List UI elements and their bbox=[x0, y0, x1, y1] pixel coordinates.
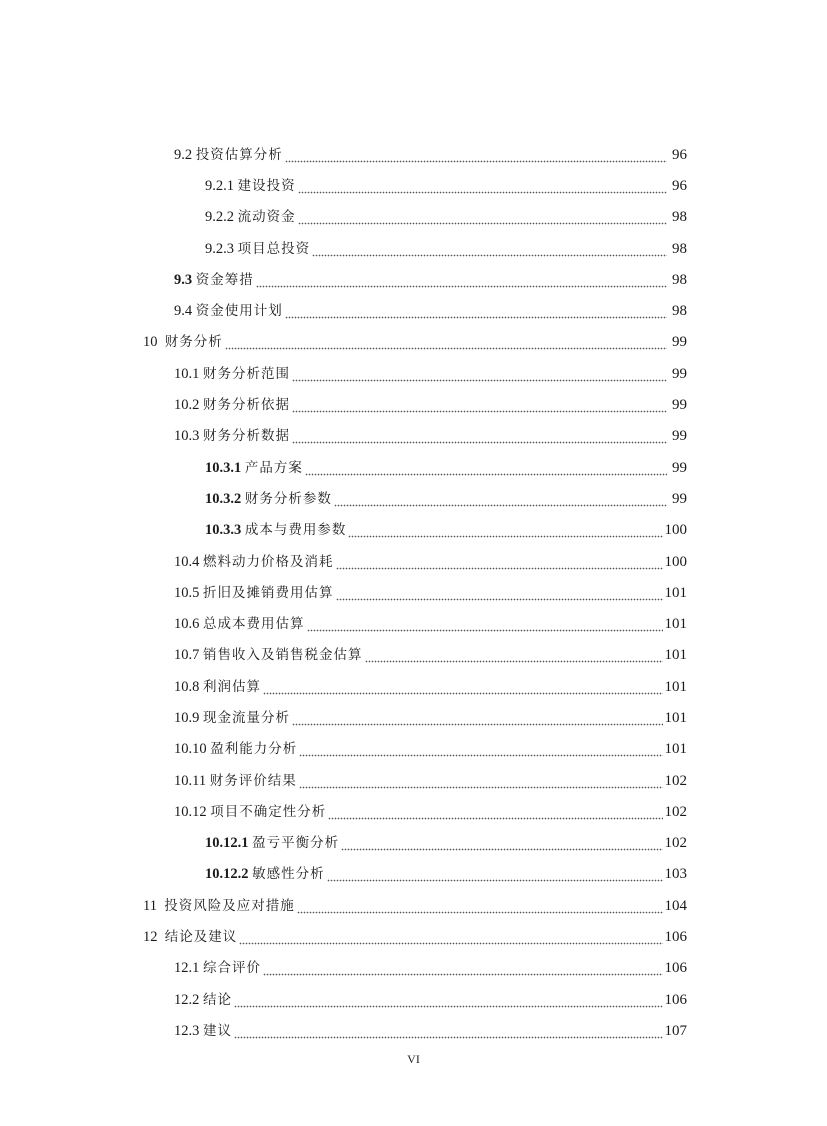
page-number-footer: VI bbox=[407, 1052, 420, 1066]
toc-entry-title: 建设投资 bbox=[237, 177, 296, 194]
table-of-contents bbox=[0, 139, 827, 1047]
dot-leader bbox=[263, 957, 663, 979]
dot-leader bbox=[297, 895, 663, 917]
toc-entry-title: 结论及建议 bbox=[164, 929, 238, 946]
toc-entry-number: 10.8 bbox=[174, 678, 203, 695]
toc-entry-title: 建议 bbox=[203, 1022, 232, 1039]
toc-entry[interactable] bbox=[0, 765, 827, 796]
toc-entry[interactable] bbox=[0, 452, 827, 483]
toc-entry-number: 11 bbox=[143, 897, 165, 914]
toc-entry[interactable] bbox=[0, 389, 827, 420]
toc-entry-title: 投资风险及应对措施 bbox=[164, 897, 295, 914]
toc-entry-title: 现金流量分析 bbox=[203, 709, 290, 726]
toc-entry-number: 9.4 bbox=[174, 303, 196, 320]
toc-entry-page: 101 bbox=[664, 616, 687, 633]
toc-entry[interactable] bbox=[0, 702, 827, 733]
toc-entry[interactable] bbox=[0, 608, 827, 639]
toc-entry-number: 12.2 bbox=[174, 991, 203, 1008]
toc-entry-page: 98 bbox=[672, 209, 687, 226]
dot-leader bbox=[225, 331, 667, 353]
toc-entry-title: 销售收入及销售税金估算 bbox=[203, 647, 363, 664]
toc-entry-page: 103 bbox=[664, 866, 687, 883]
dot-leader bbox=[327, 863, 663, 885]
toc-entry[interactable] bbox=[0, 264, 827, 295]
dot-leader bbox=[292, 363, 667, 385]
toc-entry[interactable] bbox=[0, 921, 827, 952]
dot-leader bbox=[234, 989, 663, 1011]
toc-entry-number: 10.3.2 bbox=[205, 490, 245, 507]
toc-entry[interactable] bbox=[0, 828, 827, 859]
toc-entry[interactable] bbox=[0, 295, 827, 326]
toc-entry-page: 98 bbox=[672, 240, 687, 257]
toc-entry-title: 产品方案 bbox=[244, 459, 303, 476]
toc-entry-number: 9.3 bbox=[174, 271, 196, 288]
dot-leader bbox=[365, 644, 663, 666]
toc-entry-number: 10.3.1 bbox=[205, 459, 245, 476]
toc-entry-title: 资金使用计划 bbox=[195, 303, 283, 320]
toc-entry-number: 10 bbox=[143, 334, 165, 351]
dot-leader bbox=[239, 926, 662, 948]
toc-entry[interactable] bbox=[0, 358, 827, 389]
toc-entry-page: 99 bbox=[672, 459, 687, 476]
toc-entry-number: 10.12.1 bbox=[205, 835, 253, 852]
toc-entry-number: 10.11 bbox=[174, 772, 210, 789]
toc-entry-title: 投资估算分析 bbox=[195, 146, 283, 163]
toc-entry-title: 综合评价 bbox=[203, 960, 261, 977]
dot-leader bbox=[256, 269, 667, 291]
dot-leader bbox=[298, 206, 667, 228]
toc-entry-number: 10.3.3 bbox=[205, 522, 245, 539]
toc-entry-number: 10.4 bbox=[174, 553, 203, 570]
dot-leader bbox=[263, 676, 663, 698]
dot-leader bbox=[341, 832, 662, 854]
dot-leader bbox=[285, 144, 667, 166]
toc-entry-title: 财务分析参数 bbox=[244, 490, 332, 507]
toc-entry-page: 104 bbox=[664, 897, 687, 914]
toc-entry[interactable] bbox=[0, 546, 827, 577]
toc-entry[interactable] bbox=[0, 1015, 827, 1046]
dot-leader bbox=[292, 394, 667, 416]
toc-entry-title: 项目不确定性分析 bbox=[210, 803, 327, 820]
dot-leader bbox=[299, 770, 663, 792]
toc-entry[interactable] bbox=[0, 139, 827, 170]
toc-entry-page: 106 bbox=[664, 991, 687, 1008]
toc-entry-title: 财务分析范围 bbox=[203, 365, 290, 382]
dot-leader bbox=[292, 707, 663, 729]
toc-entry[interactable] bbox=[0, 327, 827, 358]
toc-entry-number: 10.9 bbox=[174, 709, 203, 726]
toc-entry-number: 10.3 bbox=[174, 428, 203, 445]
toc-entry-page: 101 bbox=[664, 741, 687, 758]
toc-entry-page: 99 bbox=[672, 397, 687, 414]
toc-entry[interactable] bbox=[0, 984, 827, 1015]
toc-entry-page: 100 bbox=[664, 522, 687, 539]
toc-entry-page: 106 bbox=[664, 960, 687, 977]
dot-leader bbox=[234, 1020, 663, 1042]
toc-entry-title: 流动资金 bbox=[237, 209, 296, 226]
toc-entry-number: 9.2 bbox=[174, 146, 196, 163]
toc-entry-number: 12 bbox=[143, 929, 165, 946]
toc-entry-title: 敏感性分析 bbox=[252, 866, 325, 883]
toc-entry-number: 10.7 bbox=[174, 647, 203, 664]
toc-entry-page: 107 bbox=[664, 1022, 687, 1039]
toc-entry-number: 12.1 bbox=[174, 960, 203, 977]
toc-entry-title: 资金筹措 bbox=[195, 271, 254, 288]
toc-entry-title: 利润估算 bbox=[203, 678, 261, 695]
dot-leader bbox=[334, 488, 667, 510]
dot-leader bbox=[328, 801, 662, 823]
toc-entry[interactable] bbox=[0, 734, 827, 765]
dot-leader bbox=[298, 175, 667, 197]
dot-leader bbox=[292, 425, 667, 447]
toc-entry-page: 101 bbox=[664, 647, 687, 664]
toc-entry-number: 9.2.1 bbox=[205, 177, 238, 194]
toc-entry-page: 98 bbox=[672, 271, 687, 288]
toc-entry[interactable] bbox=[0, 170, 827, 201]
toc-entry[interactable] bbox=[0, 671, 827, 702]
toc-entry[interactable] bbox=[0, 859, 827, 890]
toc-entry-page: 96 bbox=[672, 146, 687, 163]
toc-entry-number: 10.2 bbox=[174, 397, 203, 414]
toc-entry-number: 12.3 bbox=[174, 1022, 203, 1039]
toc-entry-page: 106 bbox=[664, 929, 687, 946]
toc-entry-title: 项目总投资 bbox=[237, 240, 311, 257]
toc-entry-title: 结论 bbox=[203, 991, 232, 1008]
toc-entry[interactable] bbox=[0, 953, 827, 984]
toc-entry-page: 99 bbox=[672, 428, 687, 445]
toc-entry[interactable] bbox=[0, 890, 827, 921]
toc-entry-number: 10.6 bbox=[174, 616, 203, 633]
toc-entry-title: 财务分析数据 bbox=[203, 428, 290, 445]
dot-leader bbox=[336, 582, 663, 604]
toc-entry-title: 财务分析 bbox=[164, 334, 223, 351]
toc-entry-page: 98 bbox=[672, 303, 687, 320]
dot-leader bbox=[307, 613, 663, 635]
toc-entry-number: 9.2.3 bbox=[205, 240, 238, 257]
toc-entry-page: 100 bbox=[664, 553, 687, 570]
toc-entry[interactable] bbox=[0, 640, 827, 671]
toc-entry-number: 10.12 bbox=[174, 803, 211, 820]
toc-entry-page: 99 bbox=[672, 334, 687, 351]
toc-entry-number: 10.1 bbox=[174, 365, 203, 382]
toc-entry-title: 成本与费用参数 bbox=[244, 522, 347, 539]
toc-entry-title: 财务分析依据 bbox=[203, 397, 290, 414]
dot-leader bbox=[299, 738, 662, 760]
toc-entry-page: 101 bbox=[664, 709, 687, 726]
toc-entry-page: 102 bbox=[664, 772, 687, 789]
toc-entry[interactable] bbox=[0, 577, 827, 608]
toc-entry-page: 101 bbox=[664, 678, 687, 695]
toc-entry-title: 总成本费用估算 bbox=[203, 616, 305, 633]
toc-entry-number: 10.5 bbox=[174, 584, 203, 601]
toc-entry[interactable] bbox=[0, 233, 827, 264]
dot-leader bbox=[285, 300, 667, 322]
toc-entry[interactable] bbox=[0, 483, 827, 514]
toc-entry-title: 财务评价结果 bbox=[209, 772, 297, 789]
toc-entry[interactable] bbox=[0, 796, 827, 827]
dot-leader bbox=[312, 238, 667, 260]
toc-entry[interactable] bbox=[0, 202, 827, 233]
toc-entry-title: 折旧及摊销费用估算 bbox=[203, 584, 334, 601]
toc-entry-number: 10.10 bbox=[174, 741, 211, 758]
dot-leader bbox=[348, 519, 662, 541]
toc-entry[interactable] bbox=[0, 421, 827, 452]
toc-entry-page: 99 bbox=[672, 365, 687, 382]
dot-leader bbox=[305, 457, 667, 479]
toc-entry-number: 9.2.2 bbox=[205, 209, 238, 226]
toc-entry-page: 96 bbox=[672, 177, 687, 194]
toc-entry-page: 102 bbox=[664, 835, 687, 852]
toc-entry[interactable] bbox=[0, 515, 827, 546]
toc-entry-title: 盈利能力分析 bbox=[210, 741, 298, 758]
toc-entry-page: 102 bbox=[664, 803, 687, 820]
toc-entry-number: 10.12.2 bbox=[205, 866, 253, 883]
toc-entry-title: 盈亏平衡分析 bbox=[252, 835, 340, 852]
toc-entry-title: 燃料动力价格及消耗 bbox=[203, 553, 334, 570]
toc-entry-page: 99 bbox=[672, 490, 687, 507]
dot-leader bbox=[336, 551, 663, 573]
toc-entry-page: 101 bbox=[664, 584, 687, 601]
